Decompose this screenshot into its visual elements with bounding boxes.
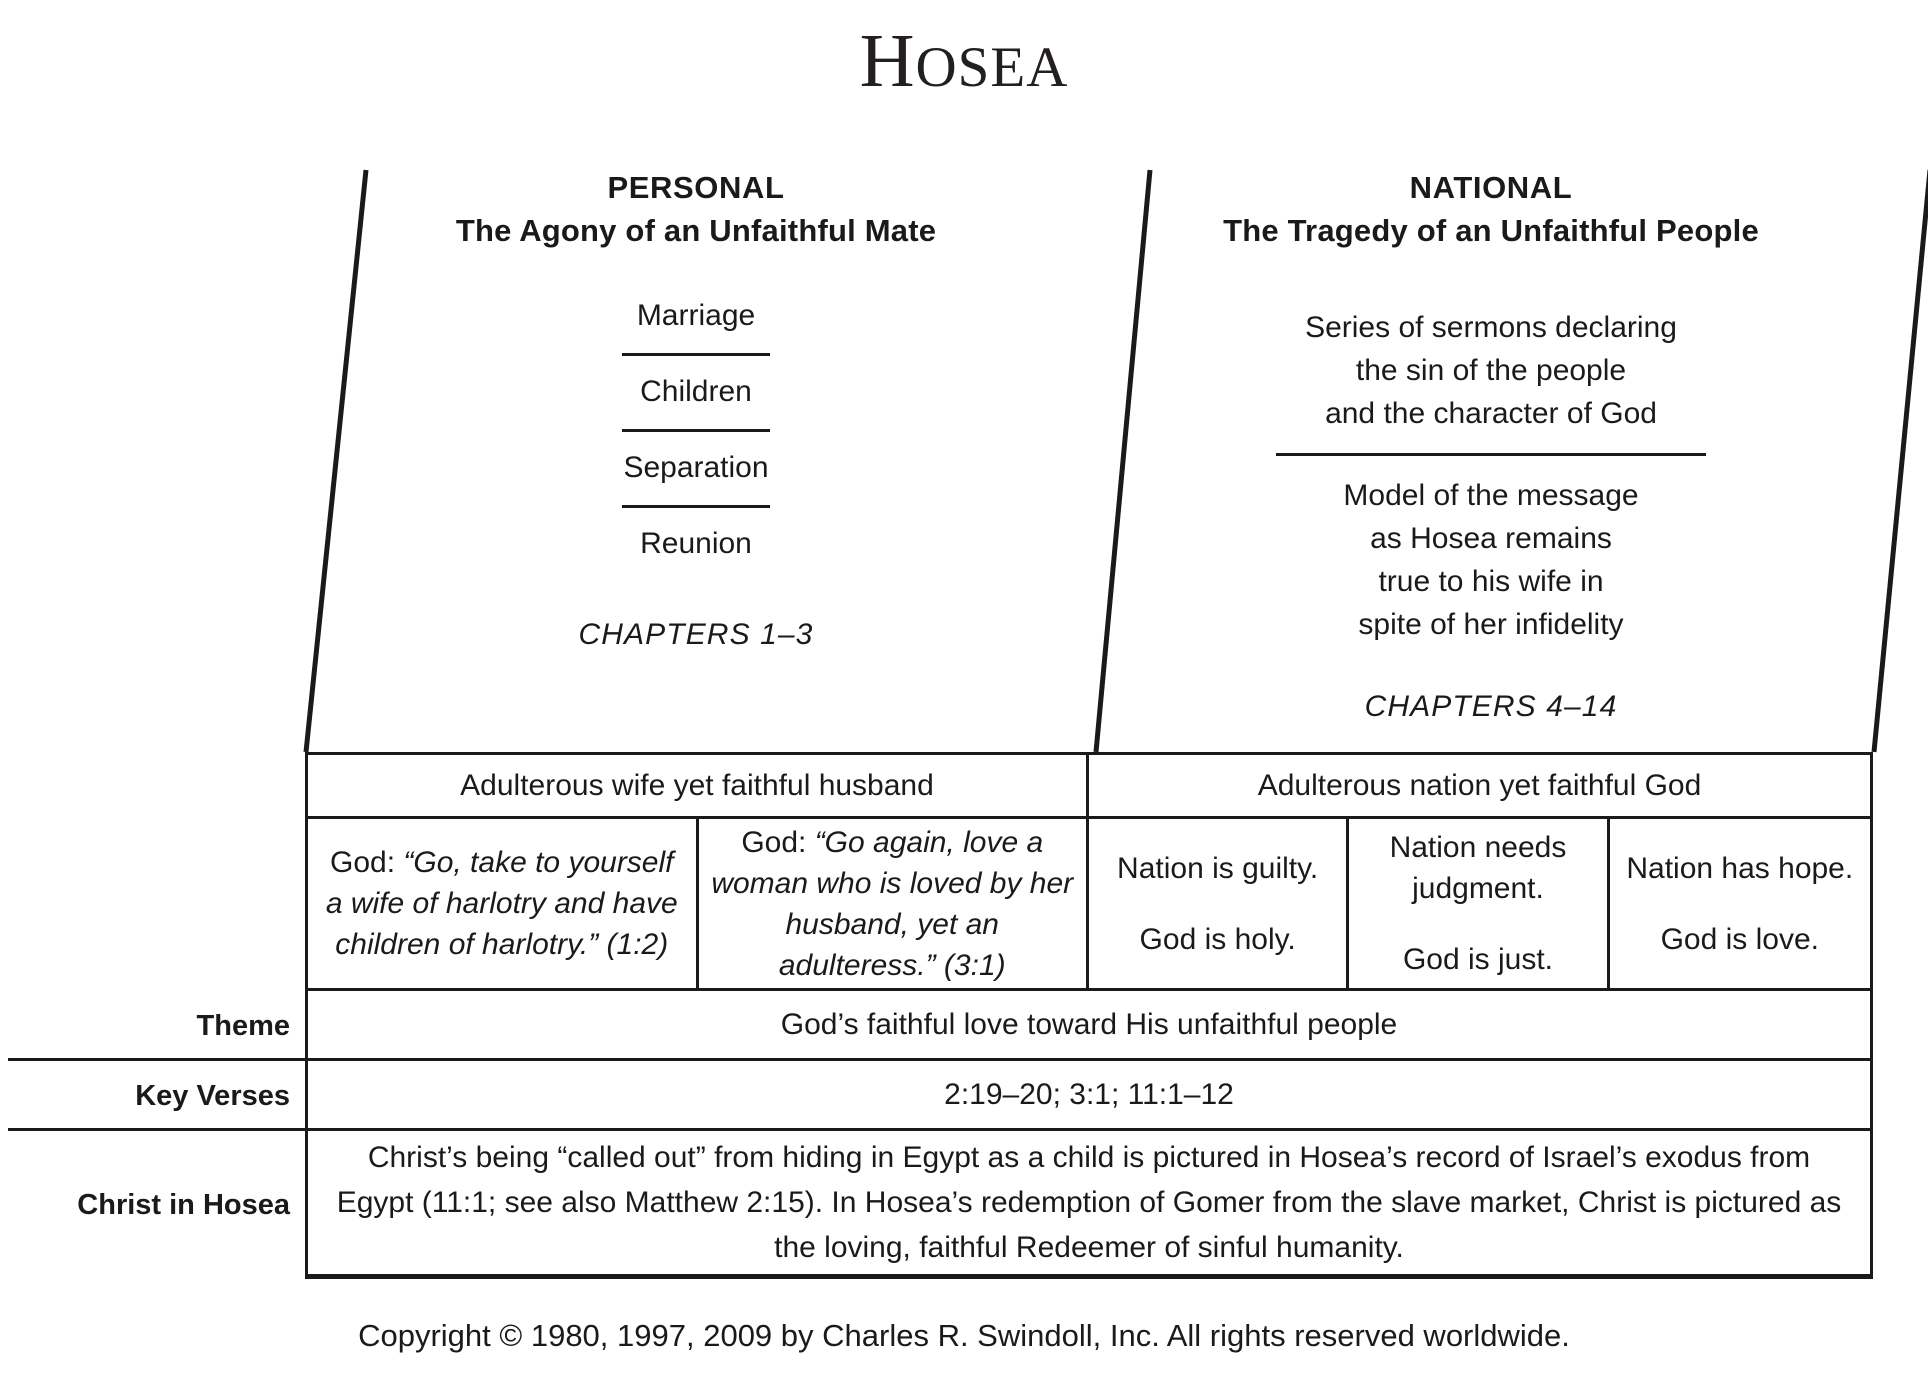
christ-in-hosea-value: Christ’s being “called out” from hiding in Egypt as a child is pictured in Hosea’s record of Israel’s exodus from Egypt (11:1; see also Matthew 2:15). In Hosea’s redemption of Gomer from the slave market, Christ is pictured as the loving, faithful Redeemer of sinful humanity.	[308, 1131, 1870, 1279]
row-label-christ-in-hosea: Christ in Hosea	[77, 1188, 290, 1221]
nation-cell-3	[1610, 819, 1870, 991]
nation-cell-3-line-2: God is love.	[1660, 922, 1819, 956]
nation-cell-1	[1089, 819, 1349, 991]
nation-cell-3-line-1: Nation has hope.	[1626, 851, 1854, 885]
national-block-divider	[1276, 453, 1706, 456]
national-heading: The Tragedy of an Unfaithful People	[1223, 213, 1759, 248]
national-block-two-line-4: spite of her infidelity	[1358, 608, 1624, 641]
table-row-key-verses	[135, 1061, 1870, 1131]
personal-heading: The Agony of an Unfaithful Mate	[455, 213, 937, 248]
nation-cell-2-line-1: Nation needs judgment.	[1389, 831, 1567, 905]
upper-column-personal	[306, 168, 1086, 652]
personal-stage-list	[306, 294, 1086, 566]
quote-cell-2	[699, 819, 1090, 991]
lower-table	[77, 752, 1873, 1279]
nation-cell-1-spacer	[1117, 889, 1318, 919]
page-title	[0, 18, 1928, 111]
table-row-christ-in-hosea	[77, 1131, 1870, 1279]
nation-cell-3-spacer	[1626, 889, 1853, 919]
national-block-one	[1096, 306, 1886, 435]
key-verses-value: 2:19–20; 3:1; 11:1–12	[308, 1061, 1870, 1131]
page-title-initial: H	[859, 19, 916, 103]
national-block-one-line-2: the sin of the people	[1355, 354, 1627, 387]
stage-divider-3	[622, 505, 770, 508]
national-block-two-line-2: as Hosea remains	[1370, 522, 1612, 555]
quote-2-text: “Go again, love a woman who is loved by her husband, yet an adulteress.” (3:1)	[711, 825, 1074, 982]
row-label-theme: Theme	[196, 1009, 290, 1042]
table-row-summary	[308, 755, 1870, 819]
quote-cell-1	[308, 819, 699, 991]
personal-chapters: CHAPTERS 1–3	[578, 618, 814, 651]
personal-stage-3: Separation	[623, 451, 769, 484]
national-block-two-line-1: Model of the message	[1343, 479, 1639, 512]
nation-cell-1-line-2: God is holy.	[1139, 922, 1296, 956]
page-title-smallcaps: OSEA	[915, 36, 1069, 99]
upper-column-national	[1096, 168, 1886, 724]
personal-stage-2: Children	[640, 375, 752, 408]
row-label-key-verses: Key Verses	[135, 1079, 290, 1112]
summary-cell-personal: Adulterous wife yet faithful husband	[308, 755, 1089, 819]
national-block-one-line-1: Series of sermons declaring	[1305, 311, 1677, 344]
quote-2-lead: God:	[741, 825, 815, 859]
personal-stage-1: Marriage	[636, 299, 756, 332]
personal-kicker: PERSONAL	[607, 170, 785, 205]
summary-cell-national: Adulterous nation yet faithful God	[1089, 755, 1870, 819]
table-row-details	[308, 819, 1870, 991]
table-row-theme	[196, 991, 1870, 1061]
nation-cell-2-spacer	[1359, 909, 1596, 939]
personal-stage-4: Reunion	[640, 527, 752, 560]
nation-cell-2-line-2: God is just.	[1402, 943, 1553, 976]
quote-1-lead: God:	[330, 846, 404, 879]
copyright-notice: Copyright © 1980, 1997, 2009 by Charles R. Swindoll, Inc. All rights reserved worldwide.	[358, 1318, 1570, 1353]
national-block-two-line-3: true to his wife in	[1378, 565, 1604, 598]
theme-value: God’s faithful love toward His unfaithful people	[308, 991, 1870, 1061]
stage-divider-2	[622, 429, 770, 432]
national-kicker: NATIONAL	[1409, 170, 1573, 205]
national-chapters: CHAPTERS 4–14	[1364, 690, 1618, 723]
nation-cell-2	[1349, 819, 1609, 991]
quote-1-text: “Go, take to yourself a wife of harlotry and have children of harlotry.” (1:2)	[325, 846, 678, 961]
stage-divider-1	[622, 353, 770, 356]
national-block-one-line-3: and the character of God	[1325, 397, 1657, 430]
national-block-two	[1096, 474, 1886, 646]
nation-cell-1-line-1: Nation is guilty.	[1117, 851, 1319, 885]
